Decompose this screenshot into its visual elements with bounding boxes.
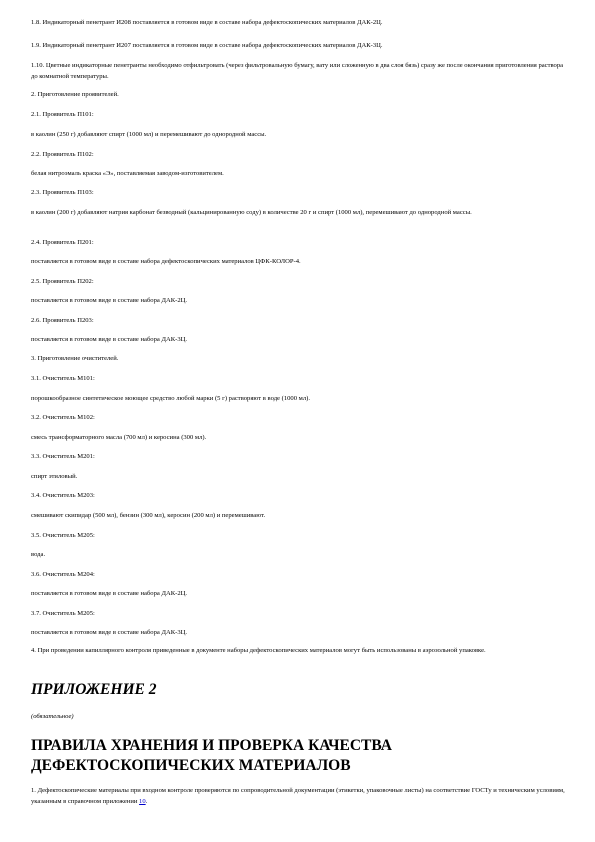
paragraph-1-9: 1.9. Индикаторный пенетрант И207 поставляется в готовом виде в составе набора дефектоскопических материалов ДАК-3Ц.: [31, 42, 383, 49]
paragraph-3-7: 3.7. Очиститель М205:: [31, 610, 95, 617]
paragraph-2-4: 2.4. Проявитель П201:: [31, 239, 94, 246]
paragraph-2-5: 2.5. Проявитель П202:: [31, 278, 94, 285]
paragraph-2-3: 2.3. Проявитель П103:: [31, 189, 94, 196]
appendix-heading: ПРИЛОЖЕНИЕ 2: [31, 681, 157, 698]
paragraph-3-4: 3.4. Очиститель М203:: [31, 492, 95, 499]
paragraph-2-6-body: поставляется в готовом виде в составе набора ДАК-3Ц.: [31, 336, 188, 343]
paragraph-2-1-body: в каолин (250 г) добавляют спирт (1000 мл) и перемешивают до однородной массы.: [31, 131, 267, 138]
appendix-title: ПРАВИЛА ХРАНЕНИЯ И ПРОВЕРКА КАЧЕСТВА ДЕФЕКТОСКОПИЧЕСКИХ МАТЕРИАЛОВ: [31, 737, 392, 774]
paragraph-2-1: 2.1. Проявитель П101:: [31, 111, 94, 118]
paragraph-2-4-body: поставляется в готовом виде в составе набора дефектоскопических материалов ЦФК-КОЛОР-4.: [31, 258, 301, 265]
paragraph-3-2: 3.2. Очиститель М102:: [31, 414, 95, 421]
paragraph-2-3-body: в каолин (200 г) добавляют натрия карбонат безводный (кальцинированную соду) в количестве 20 г и спирт (1000 мл), перемешивают до однородной массы.: [31, 209, 472, 216]
paragraph-3-1-body: порошкообразное синтетическое моющее средство любой марки (5 г) растворяют в воде (1000 мл).: [31, 395, 310, 402]
paragraph-3-5: 3.5. Очиститель М205:: [31, 532, 95, 539]
paragraph-2-5-body: поставляется в готовом виде в составе набора ДАК-2Ц.: [31, 297, 188, 304]
appendix-paragraph-1-text: 1. Дефектоскопические материалы при входном контроле проверяются по сопроводительной документации (этикетки, упаковочные листы) на соответствие ГОСТу и техническим условиям, указанным в справочном приложении: [31, 787, 565, 805]
paragraph-2-6: 2.6. Проявитель П203:: [31, 317, 94, 324]
paragraph-3-6: 3.6. Очиститель М204:: [31, 571, 95, 578]
paragraph-3-7-body: поставляется в готовом виде в составе набора ДАК-3Ц.: [31, 629, 188, 636]
paragraph-3-2-body: смесь трансформаторного масла (700 мл) и керосина (300 мл).: [31, 434, 207, 441]
paragraph-1-8: 1.8. Индикаторный пенетрант И208 поставляется в готовом виде в составе набора дефектоскопических материалов ДАК-2Ц.: [31, 19, 383, 26]
paragraph-3-3-body: спирт этиловый.: [31, 473, 78, 480]
paragraph-3-1: 3.1. Очиститель М101:: [31, 375, 95, 382]
paragraph-2: 2. Приготовление проявителей.: [31, 91, 119, 98]
paragraph-2-2: 2.2. Проявитель П102:: [31, 151, 94, 158]
paragraph-3-5-body: вода.: [31, 551, 46, 558]
appendix-paragraph-1-end: .: [145, 797, 148, 805]
paragraph-3: 3. Приготовление очистителей.: [31, 355, 119, 362]
paragraph-3-3: 3.3. Очиститель М201:: [31, 453, 95, 460]
paragraph-3-6-body: поставляется в готовом виде в составе набора ДАК-2Ц.: [31, 590, 188, 597]
appendix-reference-link[interactable]: 10: [139, 797, 146, 805]
paragraph-3-4-body: смешивают скипидар (500 мл), бензин (300 мл), керосин (200 мл) и перемешивают.: [31, 512, 266, 519]
appendix-note: (обязательное): [31, 713, 74, 720]
appendix-paragraph-1: [31, 786, 571, 807]
paragraph-1-10: 1.10. Цветные индикаторные пенетранты необходимо отфильтровать (через фильтровальную бумагу, вату или сложенную в два слоя бязь) сразу же после окончания приготовления раствора до комнатной температуры.: [31, 62, 564, 80]
paragraph-4: 4. При проведении капиллярного контроля приведенные в документе наборы дефектоскопических материалов могут быть использованы в аэрозольной упаковке.: [31, 647, 486, 654]
paragraph-2-2-body: белая нитроэмаль краска «Э», поставляемая заводом-изготовителем.: [31, 170, 224, 177]
